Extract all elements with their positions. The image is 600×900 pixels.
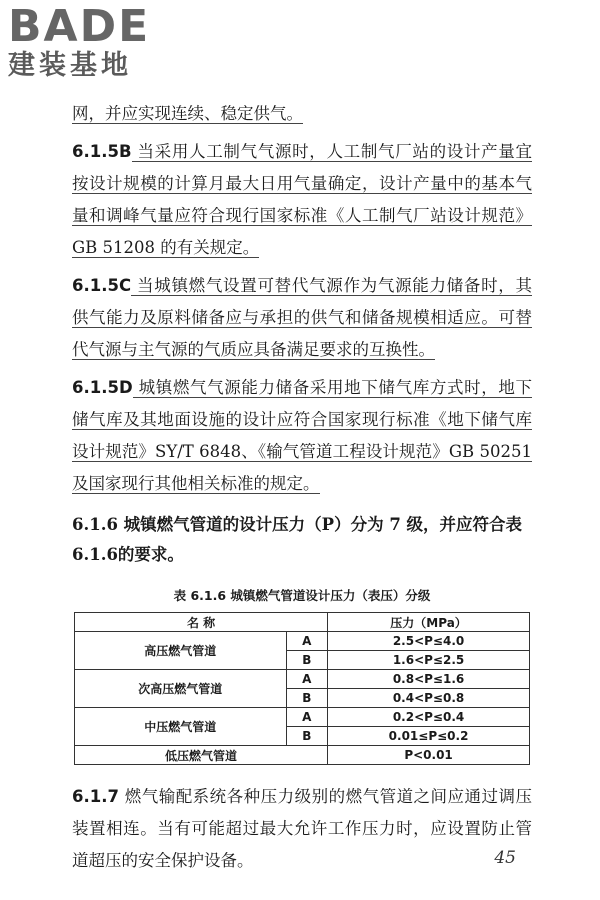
header-name: 名 称 bbox=[75, 613, 328, 632]
table-caption: 表 6.1.6 城镇燃气管道设计压力（表压）分级 bbox=[173, 588, 431, 603]
table-header-row bbox=[75, 613, 530, 632]
table-cell-grade: B bbox=[286, 689, 328, 708]
clause-text: 当采用人工制气气源时，人工制气厂站的设计产量宜按设计规模的计算月最大日用气量确定，设计产量中的基本气量和调峰气量应符合现行国家标准《人工制气厂站设计规范》GB 51208 的有关规定。 bbox=[72, 142, 532, 257]
page-content bbox=[72, 98, 532, 883]
clause-6-1-5b bbox=[72, 136, 532, 264]
logo-subtitle: 建装基地 bbox=[8, 50, 132, 81]
table-cell-range: 0.2<P≤0.4 bbox=[328, 708, 530, 727]
table-cell-group: 低压燃气管道 bbox=[75, 746, 328, 765]
clause-6-1-7 bbox=[72, 781, 532, 877]
table-cell-range: 1.6<P≤2.5 bbox=[328, 651, 530, 670]
pressure-table bbox=[74, 612, 530, 765]
table-cell-range: 0.4<P≤0.8 bbox=[328, 689, 530, 708]
clause-text: 当城镇燃气设置可替代气源作为气源能力储备时，其供气能力及原料储备应与承担的供气和储备规模相适应。可替代气源与主气源的气质应具备满足要求的互换性。 bbox=[72, 276, 532, 359]
page-number: 45 bbox=[494, 848, 516, 868]
clause-6-1-5c bbox=[72, 270, 532, 366]
clause-number: 6.1.7 bbox=[72, 787, 119, 806]
site-logo bbox=[8, 1, 178, 82]
table-row bbox=[75, 632, 530, 651]
table-cell-group: 高压燃气管道 bbox=[75, 632, 287, 670]
table-cell-group: 中压燃气管道 bbox=[75, 708, 287, 746]
table-row bbox=[75, 746, 530, 765]
table-cell-group: 次高压燃气管道 bbox=[75, 670, 287, 708]
clause-number: 6.1.5D bbox=[72, 378, 133, 397]
paragraph-continuation bbox=[72, 98, 532, 130]
logo-wordmark: BADE bbox=[8, 1, 151, 52]
clause-text: 燃气输配系统各种压力级别的燃气管道之间应通过调压装置相连。当有可能超过最大允许工作压力时，应设置防止管道超压的安全保护设备。 bbox=[72, 787, 532, 870]
clause-number: 6.1.5B bbox=[72, 142, 132, 161]
table-cell-range: 2.5<P≤4.0 bbox=[328, 632, 530, 651]
table-row bbox=[75, 670, 530, 689]
table-cell-range: P<0.01 bbox=[328, 746, 530, 765]
header-pressure: 压力（MPa） bbox=[328, 613, 530, 632]
table-cell-range: 0.01≤P≤0.2 bbox=[328, 727, 530, 746]
table-cell-range: 0.8<P≤1.6 bbox=[328, 670, 530, 689]
paragraph-text: 网，并应实现连续、稳定供气。 bbox=[72, 104, 303, 123]
table-cell-grade: B bbox=[286, 727, 328, 746]
table-cell-grade: A bbox=[286, 632, 328, 651]
table-cell-grade: B bbox=[286, 651, 328, 670]
clause-text: 城镇燃气气源能力储备采用地下储气库方式时，地下储气库及其地面设施的设计应符合国家现行标准《地下储气库设计规范》SY/T 6848、《输气管道工程设计规范》GB 50251 及国家现行其他相关标准的规定。 bbox=[72, 378, 532, 493]
table-cell-grade: A bbox=[286, 670, 328, 689]
clause-6-1-6: 6.1.6 城镇燃气管道的设计压力（P）分为 7 级，并应符合表 6.1.6的要求。 bbox=[72, 515, 523, 564]
table-cell-grade: A bbox=[286, 708, 328, 727]
table-row bbox=[75, 708, 530, 727]
clause-number: 6.1.5C bbox=[72, 276, 132, 295]
clause-6-1-5d bbox=[72, 372, 532, 500]
